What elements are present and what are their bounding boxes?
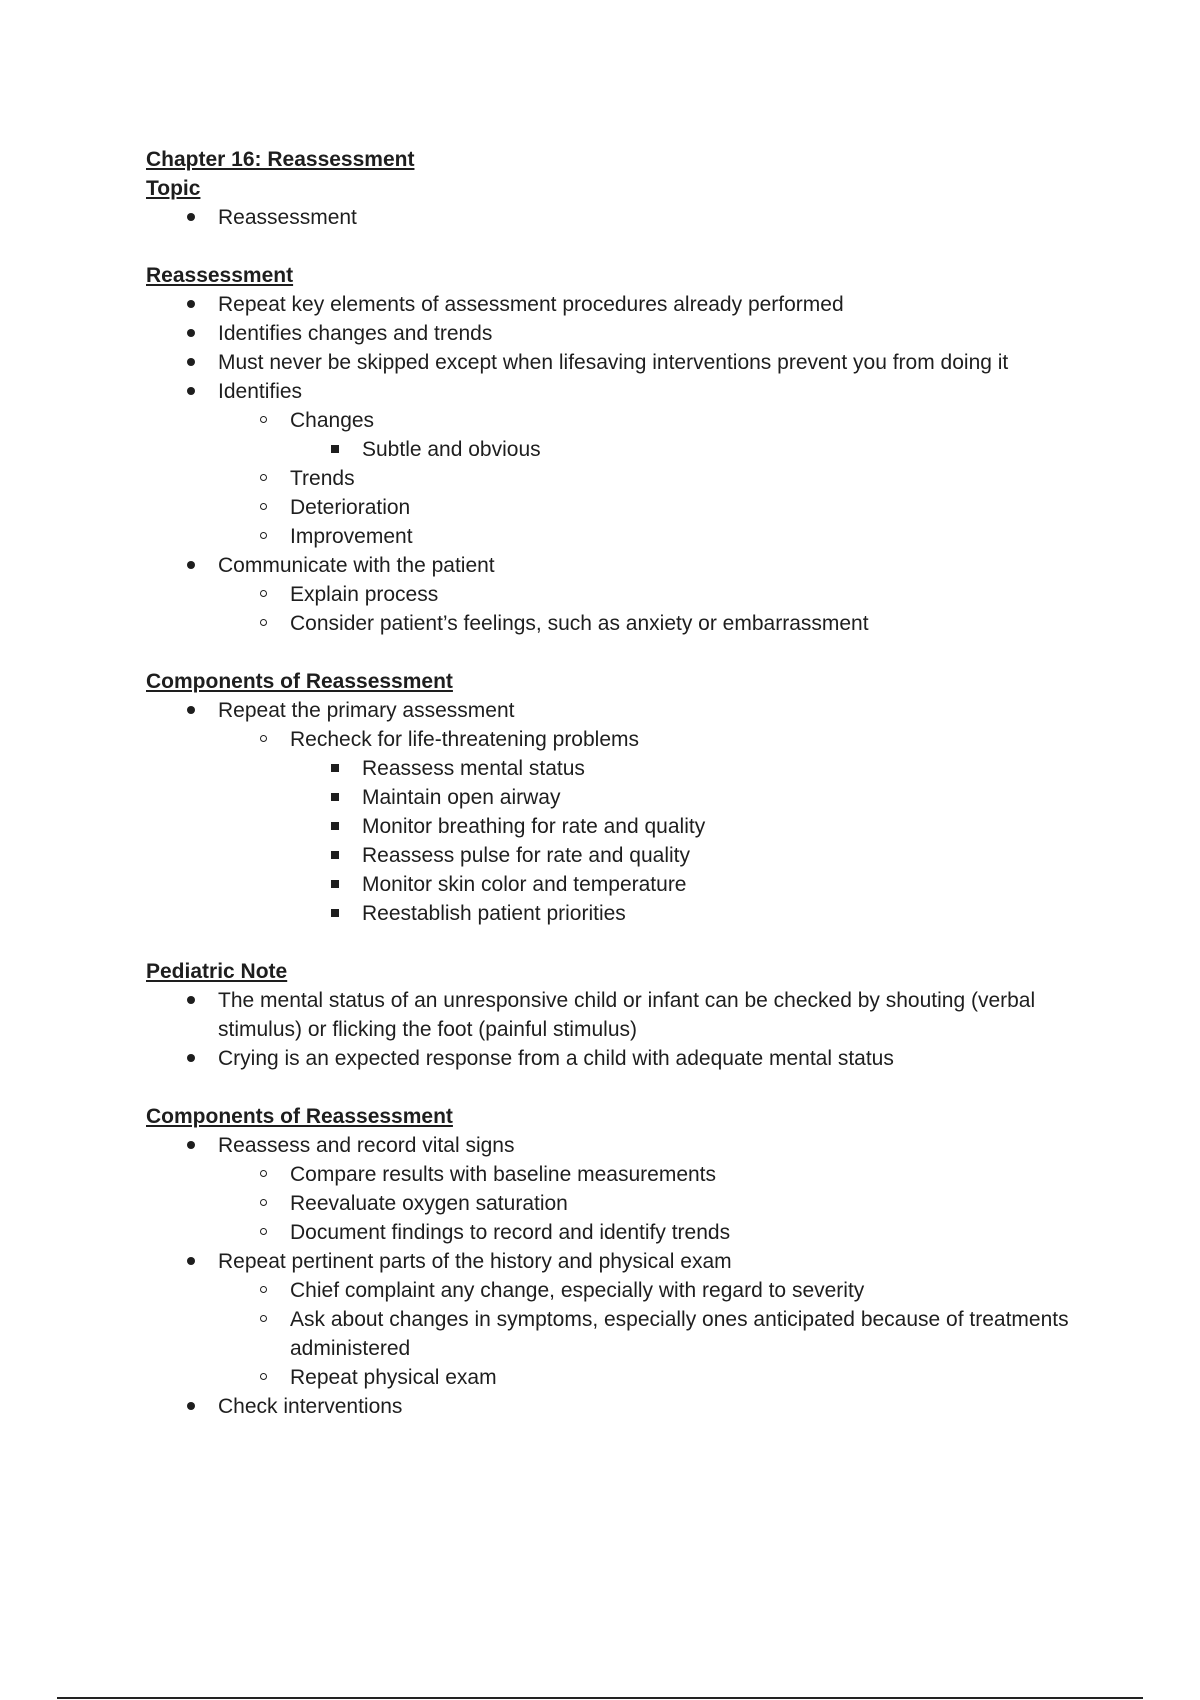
bullet-list-level-1 xyxy=(146,1131,1106,1421)
list-item-text: Repeat key elements of assessment procedures already performed xyxy=(218,293,844,316)
list-item-text: Consider patient’s feelings, such as anxiety or embarrassment xyxy=(290,612,869,635)
list-item-text: Repeat physical exam xyxy=(290,1366,497,1389)
list-item-text: Ask about changes in symptoms, especially ones anticipated because of treatments administered xyxy=(290,1308,1069,1360)
list-item-text: Communicate with the patient xyxy=(218,554,495,577)
bullet-list-level-3 xyxy=(146,435,1106,464)
list-item xyxy=(146,1392,1106,1421)
bullet-circle-icon xyxy=(253,580,273,609)
document-page xyxy=(146,145,1106,1450)
bullet-circle-icon xyxy=(253,1305,273,1334)
bullet-square-icon xyxy=(325,783,345,812)
bullet-circle-icon xyxy=(253,1218,273,1247)
bullet-circle-icon xyxy=(253,1276,273,1305)
bullet-circle-icon xyxy=(253,493,273,522)
list-item xyxy=(146,899,1106,928)
chapter-title: Chapter 16: Reassessment xyxy=(146,148,415,171)
list-item-text: Reestablish patient priorities xyxy=(362,902,626,925)
bullet-dot-icon xyxy=(181,551,201,580)
bullet-square-icon xyxy=(325,899,345,928)
bullet-list-level-3 xyxy=(146,754,1106,928)
bullet-icon xyxy=(181,203,201,232)
list-item-text: Identifies xyxy=(218,380,303,403)
list-item xyxy=(146,203,1106,232)
bullet-square-icon xyxy=(325,754,345,783)
bullet-list-level-1 xyxy=(146,696,1106,928)
bullet-circle-icon xyxy=(253,522,273,551)
section xyxy=(146,261,1106,638)
list-item xyxy=(146,1363,1106,1392)
bullet-square-icon xyxy=(325,870,345,899)
bullet-square-icon xyxy=(325,435,345,464)
list-item xyxy=(146,870,1106,899)
list-item xyxy=(146,1305,1106,1363)
list-item-text: Crying is an expected response from a child with adequate mental status xyxy=(218,1047,894,1070)
list-item-text: Check interventions xyxy=(218,1395,403,1418)
bullet-dot-icon xyxy=(181,377,201,406)
list-item-text: Deterioration xyxy=(290,496,411,519)
bullet-list-level-2 xyxy=(146,725,1106,928)
list-item xyxy=(146,319,1106,348)
list-item xyxy=(146,783,1106,812)
bullet-circle-icon xyxy=(253,725,273,754)
list-item-text: Maintain open airway xyxy=(362,786,561,809)
list-item xyxy=(146,841,1106,870)
list-item xyxy=(146,609,1106,638)
list-item-text: Reassess and record vital signs xyxy=(218,1134,515,1157)
bullet-list-level-2 xyxy=(146,1160,1106,1247)
list-item xyxy=(146,551,1106,580)
bullet-dot-icon xyxy=(181,1247,201,1276)
list-item xyxy=(146,1218,1106,1247)
list-item-text: Trends xyxy=(290,467,355,490)
topic-list xyxy=(146,203,1106,232)
list-item xyxy=(146,986,1106,1044)
chapter-header xyxy=(146,145,1106,232)
list-item-text: Identifies changes and trends xyxy=(218,322,493,345)
list-item-text: Must never be skipped except when lifesaving interventions prevent you from doing it xyxy=(218,351,1009,374)
bullet-list-level-1 xyxy=(146,290,1106,638)
list-item-text: The mental status of an unresponsive child or infant can be checked by shouting (verbal stimulus) or flicking the foot (painful stimulus) xyxy=(218,989,1036,1041)
list-item xyxy=(146,290,1106,319)
bullet-dot-icon xyxy=(181,319,201,348)
list-item xyxy=(146,1247,1106,1276)
list-item-text: Monitor skin color and temperature xyxy=(362,873,687,896)
list-item-text: Reassess mental status xyxy=(362,757,585,780)
list-item xyxy=(146,464,1106,493)
list-item-text: Changes xyxy=(290,409,375,432)
topic-heading: Topic xyxy=(146,177,201,200)
list-item-text: Repeat the primary assessment xyxy=(218,699,515,722)
list-item xyxy=(146,754,1106,783)
list-item xyxy=(146,348,1106,377)
list-item xyxy=(146,493,1106,522)
list-item-text: Chief complaint any change, especially with regard to severity xyxy=(290,1279,865,1302)
list-item-text: Repeat pertinent parts of the history and physical exam xyxy=(218,1250,732,1273)
bullet-dot-icon xyxy=(181,290,201,319)
bullet-list-level-2 xyxy=(146,580,1106,638)
list-item-text: Improvement xyxy=(290,525,413,548)
bullet-square-icon xyxy=(325,841,345,870)
page-divider xyxy=(57,1697,1143,1699)
bullet-dot-icon xyxy=(181,986,201,1015)
list-item-text: Reevaluate oxygen saturation xyxy=(290,1192,568,1215)
bullet-dot-icon xyxy=(181,1392,201,1421)
list-item xyxy=(146,580,1106,609)
bullet-circle-icon xyxy=(253,609,273,638)
section xyxy=(146,1102,1106,1421)
sections-container xyxy=(146,261,1106,1421)
list-item xyxy=(146,435,1106,464)
list-item-text: Reassessment xyxy=(218,206,357,229)
bullet-dot-icon xyxy=(181,1044,201,1073)
list-item-text: Subtle and obvious xyxy=(362,438,541,461)
list-item-text: Document findings to record and identify trends xyxy=(290,1221,731,1244)
bullet-dot-icon xyxy=(181,1131,201,1160)
list-item xyxy=(146,1189,1106,1218)
list-item xyxy=(146,1276,1106,1305)
section-heading: Pediatric Note xyxy=(146,960,288,983)
bullet-circle-icon xyxy=(253,1189,273,1218)
list-item-text: Recheck for life-threatening problems xyxy=(290,728,640,751)
bullet-circle-icon xyxy=(253,1363,273,1392)
list-item-text: Monitor breathing for rate and quality xyxy=(362,815,706,838)
bullet-list-level-1 xyxy=(146,986,1106,1073)
section-heading: Reassessment xyxy=(146,264,294,287)
list-item xyxy=(146,1131,1106,1160)
list-item-text: Reassess pulse for rate and quality xyxy=(362,844,691,867)
list-item xyxy=(146,725,1106,754)
bullet-circle-icon xyxy=(253,1160,273,1189)
list-item xyxy=(146,1160,1106,1189)
list-item xyxy=(146,377,1106,406)
bullet-dot-icon xyxy=(181,696,201,725)
bullet-list-level-2 xyxy=(146,406,1106,551)
list-item-text: Compare results with baseline measurements xyxy=(290,1163,717,1186)
bullet-square-icon xyxy=(325,812,345,841)
section xyxy=(146,957,1106,1073)
list-item xyxy=(146,522,1106,551)
list-item xyxy=(146,1044,1106,1073)
list-item xyxy=(146,812,1106,841)
list-item-text: Explain process xyxy=(290,583,439,606)
bullet-dot-icon xyxy=(181,348,201,377)
list-item xyxy=(146,406,1106,435)
section-heading: Components of Reassessment xyxy=(146,670,453,693)
section-heading: Components of Reassessment xyxy=(146,1105,453,1128)
section xyxy=(146,667,1106,928)
list-item xyxy=(146,696,1106,725)
bullet-circle-icon xyxy=(253,406,273,435)
bullet-circle-icon xyxy=(253,464,273,493)
bullet-list-level-2 xyxy=(146,1276,1106,1392)
